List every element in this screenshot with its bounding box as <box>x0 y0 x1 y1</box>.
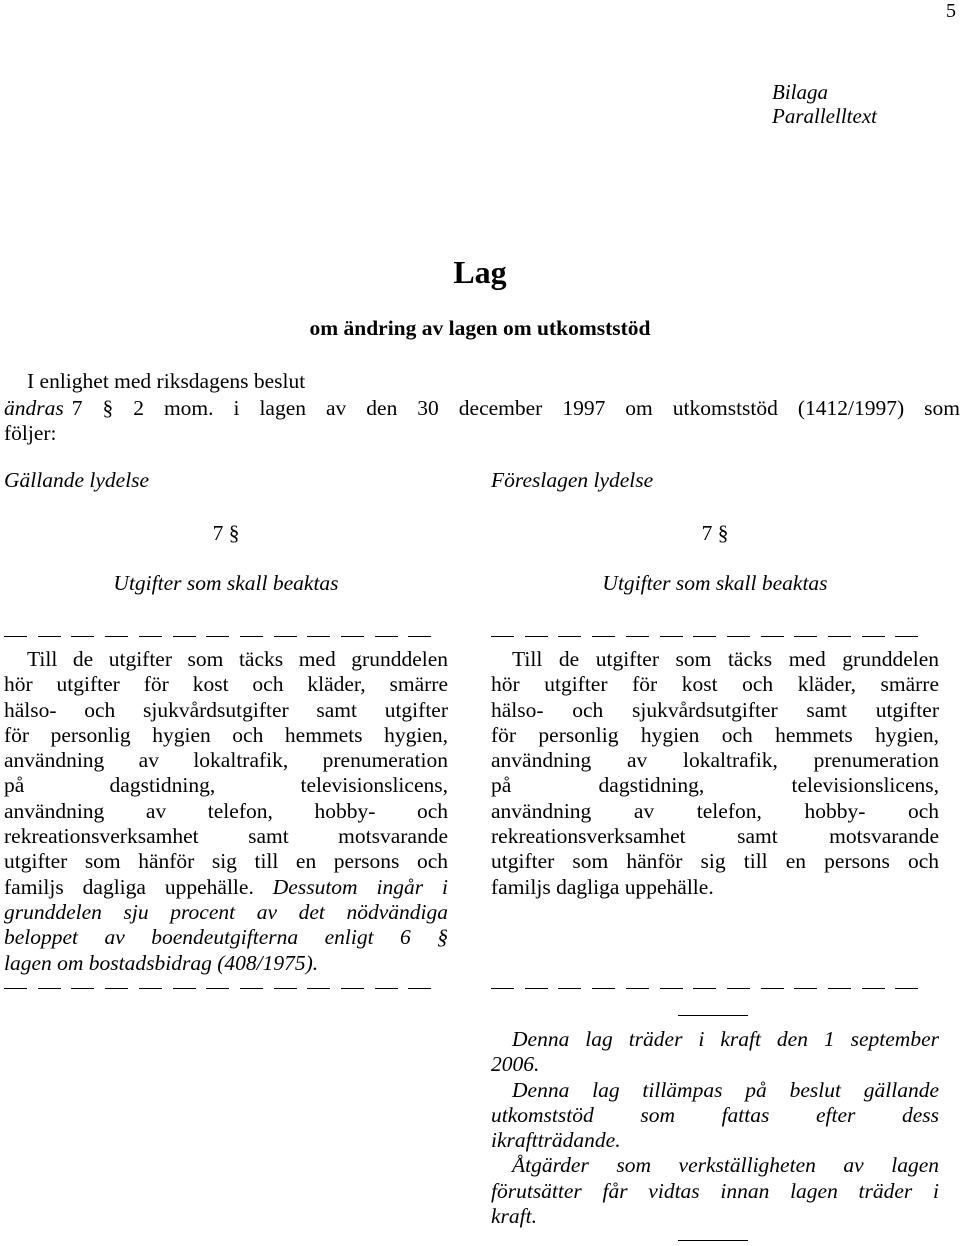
omission-dash <box>862 988 885 989</box>
omission-dash <box>828 988 851 989</box>
right-body <box>491 647 939 900</box>
entry-p1-line-0: Denna lag träder i kraft den 1 september <box>512 1027 939 1051</box>
left-line-8: utgifter som hänför sig till en persons och <box>4 849 448 874</box>
omission-dash <box>38 636 61 637</box>
omission-dash <box>727 988 750 989</box>
omission-dash <box>139 988 162 989</box>
omission-dash <box>592 636 615 637</box>
entry-p2-line-1: utkomststöd som fattas efter dess <box>491 1102 939 1127</box>
omission-dash <box>862 636 885 637</box>
omission-dash <box>491 636 514 637</box>
left-line-0: Till de utgifter som täcks med grunddelen <box>27 647 448 671</box>
left-italic-line-1: beloppet av boendeutgifterna enligt 6 § <box>4 925 448 950</box>
omission-dash <box>408 636 431 637</box>
right-line-8: utgifter som hänför sig till en persons och <box>491 849 939 874</box>
omission-dash <box>660 988 683 989</box>
omission-dash <box>341 988 364 989</box>
omission-dash <box>727 636 750 637</box>
omission-dash <box>105 636 128 637</box>
omission-dash <box>173 636 196 637</box>
omission-dash <box>626 988 649 989</box>
omission-dash <box>105 988 128 989</box>
left-line-9-plain: familjs dagliga uppehälle. <box>4 874 254 899</box>
right-line-4: användning av lokaltrafik, prenumeration <box>491 748 939 773</box>
omission-dash <box>71 988 94 989</box>
omission-dash <box>240 636 263 637</box>
left-body <box>4 647 448 976</box>
omission-dash <box>375 636 398 637</box>
omission-dash <box>139 636 162 637</box>
current-wording-heading: Gällande lydelse <box>4 468 150 492</box>
left-line-4: användning av lokaltrafik, prenumeration <box>4 748 448 773</box>
right-line-7: rekreationsverksamhet samt motsvarande <box>491 824 939 849</box>
omission-dash <box>693 636 716 637</box>
omission-dash <box>794 988 817 989</box>
left-section-title: Utgifter som skall beaktas <box>113 571 339 595</box>
omission-dash <box>408 988 431 989</box>
entry-p2-line-0: Denna lag tillämpas på beslut gällande <box>512 1077 939 1102</box>
right-line-3: för personlig hygien och hemmets hygien, <box>491 722 939 747</box>
left-section-number: 7 § <box>212 521 240 545</box>
intro-amends-word: ändras <box>4 396 64 420</box>
omission-dash <box>4 636 27 637</box>
omission-dash <box>307 988 330 989</box>
right-section-title: Utgifter som skall beaktas <box>602 571 828 595</box>
left-line-2: hälso- och sjukvårdsutgifter samt utgifter <box>4 697 448 722</box>
proposed-wording-heading: Föreslagen lydelse <box>491 468 654 492</box>
omission-dash <box>828 636 851 637</box>
right-section-number: 7 § <box>701 521 729 545</box>
entry-p1-line-1: 2006. <box>491 1052 540 1077</box>
right-line-2: hälso- och sjukvårdsutgifter samt utgifter <box>491 697 939 722</box>
omission-dash <box>558 636 581 637</box>
entry-p3-line-0: Åtgärder som verkställigheten av lagen <box>512 1153 939 1178</box>
omission-dash <box>375 988 398 989</box>
left-line-3: för personlig hygien och hemmets hygien, <box>4 722 448 747</box>
intro-line-3: följer: <box>4 421 57 445</box>
entry-p2-line-2: ikraftträdande. <box>491 1128 621 1153</box>
omission-dash <box>4 988 27 989</box>
right-line-9: familjs dagliga uppehälle. <box>491 874 714 899</box>
left-line-9-italic: Dessutom ingår i <box>272 874 449 899</box>
left-italic-line-0: grunddelen sju procent av det nödvändiga <box>4 899 448 924</box>
omission-dash <box>895 636 918 637</box>
left-line-9 <box>4 875 448 900</box>
omission-dash <box>206 636 229 637</box>
omission-dash <box>173 988 196 989</box>
entry-into-force-rule-top <box>678 1015 748 1016</box>
right-line-0: Till de utgifter som täcks med grunddelen <box>512 647 939 671</box>
left-line-7: rekreationsverksamhet samt motsvarande <box>4 824 448 849</box>
annex-label <box>772 80 877 128</box>
entry-p3-line-1: förutsätter får vidtas innan lagen träder i <box>491 1178 939 1203</box>
omission-dash <box>240 988 263 989</box>
omission-dash <box>626 636 649 637</box>
intro-line-2: 7 § 2 mom. i lagen av den 30 december 1997 om utkomststöd (1412/1997) som <box>71 396 960 420</box>
omission-dash <box>38 988 61 989</box>
law-subtitle: om ändring av lagen om utkomststöd <box>309 316 651 340</box>
omission-dash <box>274 988 297 989</box>
left-line-1: hör utgifter för kost och kläder, smärre <box>4 672 448 697</box>
omission-dash <box>761 988 784 989</box>
omission-dash <box>693 988 716 989</box>
omission-dash <box>895 988 918 989</box>
entry-p3-line-2: kraft. <box>491 1204 537 1229</box>
intro-line-1: I enlighet med riksdagens beslut <box>27 369 306 393</box>
omission-dash <box>525 636 548 637</box>
law-title: Lag <box>453 254 507 290</box>
entry-into-force <box>491 1027 939 1229</box>
left-line-6: användning av telefon, hobby- och <box>4 798 448 823</box>
omission-dash <box>592 988 615 989</box>
omission-dash <box>341 636 364 637</box>
omission-dash <box>794 636 817 637</box>
omission-dash <box>206 988 229 989</box>
annex-line-1: Bilaga <box>772 80 828 104</box>
omission-dash <box>491 988 514 989</box>
omission-dash <box>558 988 581 989</box>
omission-dash <box>274 636 297 637</box>
intro-paragraph <box>4 396 960 446</box>
right-line-5: på dagstidning, televisionslicens, <box>491 773 939 798</box>
page-number: 5 <box>946 0 956 22</box>
omission-dash <box>307 636 330 637</box>
omission-dash <box>660 636 683 637</box>
right-line-1: hör utgifter för kost och kläder, smärre <box>491 672 939 697</box>
left-line-5: på dagstidning, televisionslicens, <box>4 773 448 798</box>
omission-dash <box>761 636 784 637</box>
omission-dash <box>525 988 548 989</box>
left-italic-line-2: lagen om bostadsbidrag (408/1975). <box>4 950 319 975</box>
omission-dash <box>71 636 94 637</box>
annex-line-2: Parallelltext <box>772 104 877 128</box>
entry-into-force-rule-bottom <box>678 1240 748 1241</box>
right-line-6: användning av telefon, hobby- och <box>491 798 939 823</box>
